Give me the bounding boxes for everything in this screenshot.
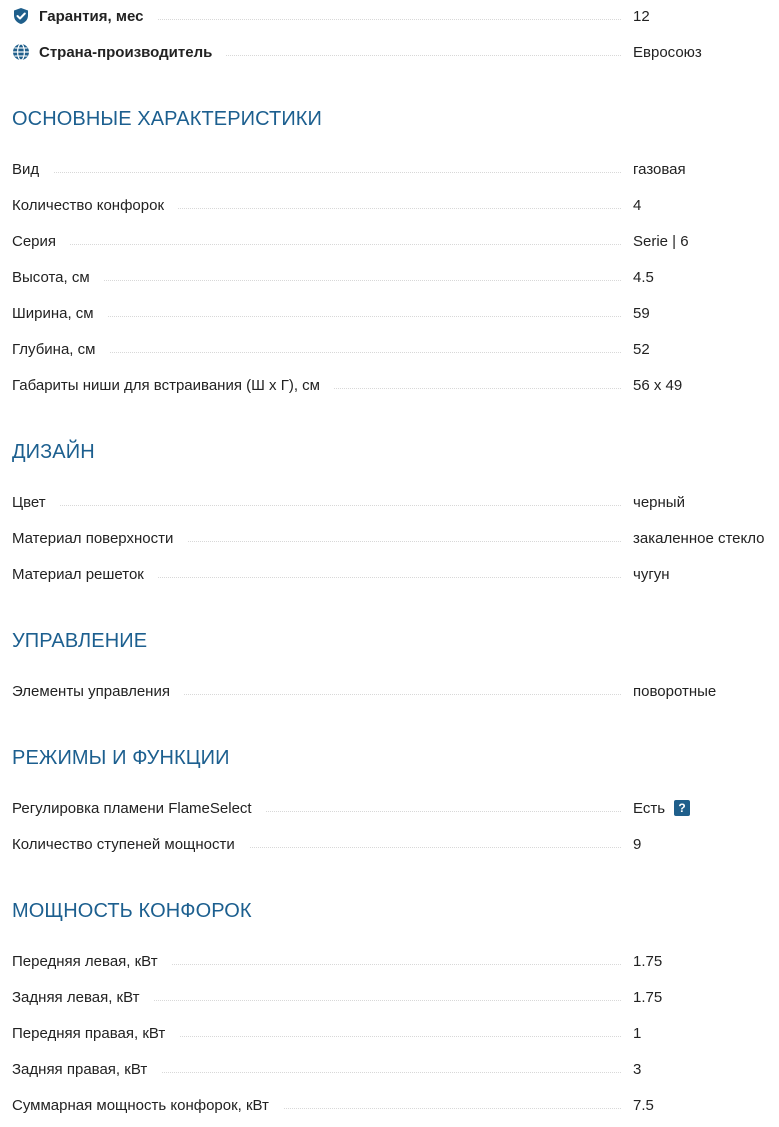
spec-row	[12, 985, 779, 1009]
spec-row	[12, 796, 779, 820]
spec-value: 1	[633, 1024, 642, 1042]
spec-row	[12, 229, 779, 253]
spec-row	[12, 337, 779, 361]
spec-label: Габариты ниши для встраивания (Ш x Г), см	[12, 377, 334, 394]
spec-value: 56 x 49	[633, 376, 683, 394]
spec-label: Задняя правая, кВт	[12, 1061, 161, 1078]
spec-row	[12, 301, 779, 325]
spec-value: 1.75	[633, 988, 663, 1006]
spec-row	[12, 949, 779, 973]
spec-row	[12, 679, 779, 703]
spec-value: 52	[633, 340, 650, 358]
section-title-design: ДИЗАЙН	[12, 441, 95, 463]
spec-label: Гарантия, мес	[39, 7, 144, 25]
section-title-main: ОСНОВНЫЕ ХАРАКТЕРИСТИКИ	[12, 108, 323, 130]
spec-label: Вид	[12, 161, 53, 178]
spec-value: 9	[633, 835, 642, 853]
spec-value: Евросоюз	[633, 43, 702, 61]
spec-label: Серия	[12, 233, 70, 250]
spec-value: закаленное стекло	[633, 529, 765, 547]
spec-row	[12, 193, 779, 217]
spec-label: Суммарная мощность конфорок, кВт	[12, 1097, 283, 1114]
spec-label: Передняя левая, кВт	[12, 953, 172, 970]
spec-row	[12, 1093, 779, 1117]
spec-value: 1.75	[633, 952, 663, 970]
spec-value: чугун	[633, 565, 670, 583]
spec-value: 7.5	[633, 1096, 654, 1114]
spec-row	[12, 562, 779, 586]
spec-row	[12, 373, 779, 397]
spec-value: 4	[633, 196, 642, 214]
spec-value: черный	[633, 493, 685, 511]
spec-row	[12, 832, 779, 856]
spec-label: Материал решеток	[12, 566, 158, 583]
spec-value: 59	[633, 304, 650, 322]
section-title-burner-power: МОЩНОСТЬ КОНФОРОК	[12, 900, 252, 922]
spec-label: Высота, см	[12, 269, 104, 286]
spec-label: Элементы управления	[12, 683, 184, 700]
spec-value: газовая	[633, 160, 686, 178]
spec-label: Страна-производитель	[39, 43, 213, 61]
section-title-controls: УПРАВЛЕНИЕ	[12, 630, 148, 652]
spec-label: Глубина, см	[12, 341, 109, 358]
spec-label: Ширина, см	[12, 305, 108, 322]
spec-label: Регулировка пламени FlameSelect	[12, 800, 266, 817]
spec-value: 3	[633, 1060, 642, 1078]
dotted-leader	[12, 172, 621, 173]
spec-label: Количество ступеней мощности	[12, 836, 249, 853]
spec-row	[12, 490, 779, 514]
spec-value: Есть	[633, 799, 666, 817]
spec-label: Цвет	[12, 494, 60, 511]
spec-value: поворотные	[633, 682, 717, 700]
dotted-leader	[12, 244, 621, 245]
help-icon[interactable]: ?	[674, 800, 690, 816]
dotted-leader	[12, 505, 621, 506]
spec-row	[12, 1057, 779, 1081]
shield-check-icon	[12, 7, 30, 25]
spec-row	[12, 1021, 779, 1045]
spec-value: Serie | 6	[633, 232, 689, 250]
spec-row	[12, 157, 779, 181]
spec-row-warranty	[12, 4, 779, 28]
spec-label: Задняя левая, кВт	[12, 989, 154, 1006]
globe-icon	[12, 43, 30, 61]
spec-row-country	[12, 40, 779, 64]
section-title-modes: РЕЖИМЫ И ФУНКЦИИ	[12, 747, 230, 769]
spec-label: Материал поверхности	[12, 530, 187, 547]
spec-row	[12, 265, 779, 289]
spec-value: 12	[633, 7, 650, 25]
spec-label: Количество конфорок	[12, 197, 178, 214]
spec-value: 4.5	[633, 268, 654, 286]
spec-row	[12, 526, 779, 550]
spec-label: Передняя правая, кВт	[12, 1025, 179, 1042]
